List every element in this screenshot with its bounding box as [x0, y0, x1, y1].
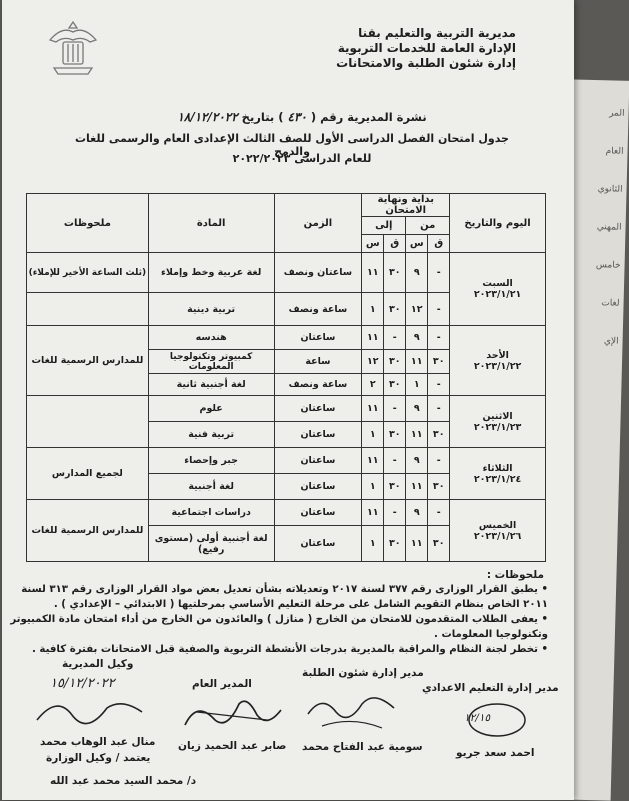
notes-heading: ملحوظات :: [486, 569, 544, 581]
time-cell: -: [428, 326, 450, 350]
time-cell: ٣٠: [384, 350, 406, 374]
document-page: [2, 0, 574, 800]
time-cell: ١: [362, 293, 384, 326]
note-cell: لجميع المدارس: [27, 448, 149, 500]
time-cell: ١١: [362, 448, 384, 474]
time-cell: -: [428, 293, 450, 326]
note-cell: للمدارس الرسمية للغات: [27, 326, 149, 396]
subject-cell: لغة عربية وخط وإملاء: [148, 253, 274, 293]
subject-cell: تربية فنية: [148, 422, 274, 448]
time-cell: ١: [362, 474, 384, 500]
affairs-title: مدير إدارة شئون الطلبة: [302, 667, 424, 679]
time-cell: -: [428, 396, 450, 422]
duration-cell: ساعتان: [274, 422, 362, 448]
time-cell: ١١: [406, 350, 428, 374]
duration-cell: ساعة ونصف: [274, 293, 362, 326]
time-cell: ١١: [406, 422, 428, 448]
org-line: الإدارة العامة للخدمات التربوية: [337, 41, 516, 55]
time-cell: ١١: [362, 396, 384, 422]
duration-cell: ساعتان ونصف: [274, 253, 362, 293]
time-cell: ٣٠: [428, 474, 450, 500]
time-cell: -: [428, 253, 450, 293]
bulletin-label: نشرة المديرية رقم (: [310, 110, 427, 124]
time-cell: ١١: [406, 474, 428, 500]
side-line: الثانوي: [597, 184, 623, 195]
note-cell: (ثلث الساعة الأخير للإملاء): [27, 253, 149, 293]
time-cell: ٣٠: [384, 422, 406, 448]
note-item: • يطبق القرار الوزارى رقم ٣٧٧ لسنة ٢٠١٧ وتعديلاته بشأن تعديل بعض مواد القرار الوزارى رقم ٣١٣ لسنة ٢٠١١ الخاص بنظام التقويم الشامل على مرحلة التعليم الأساسي بمرحلتيها ( الابتدائي – الإعدادي ) .: [21, 584, 548, 610]
day-header: اليوم والتاريخ: [450, 194, 546, 253]
duration-header: الزمن: [274, 194, 362, 253]
to-hour-header: س: [362, 235, 384, 253]
duration-cell: ساعتان: [274, 474, 362, 500]
table-row: [27, 500, 546, 526]
time-cell: ١١: [362, 326, 384, 350]
from-header: من: [406, 217, 450, 235]
note-cell: [27, 396, 149, 448]
time-cell: ١٢: [362, 350, 384, 374]
subject-cell: كمبيوتر وتكنولوجيا المعلومات: [148, 350, 274, 374]
subject-cell: لغة أجنبية ثانية: [148, 374, 274, 396]
from-hour-header: س: [406, 235, 428, 253]
time-cell: -: [384, 326, 406, 350]
time-cell: -: [428, 448, 450, 474]
gm-title: المدير العام: [192, 678, 252, 690]
side-line: المهني: [596, 222, 622, 233]
day-date: ٢٠٢٣/١/٢٢: [473, 360, 522, 372]
duration-cell: ساعة ونصف: [274, 374, 362, 396]
bulletin-date: ١٨/١٢/٢٠٢٢: [177, 110, 238, 124]
duration-cell: ساعتان: [274, 326, 362, 350]
time-cell: ٣٠: [384, 253, 406, 293]
time-cell: -: [428, 500, 450, 526]
exam-time-header: بداية ونهاية الامتحان: [362, 194, 450, 217]
time-cell: -: [428, 374, 450, 396]
time-cell: ٩: [406, 253, 428, 293]
note-cell: [27, 293, 149, 326]
duration-cell: ساعتان: [274, 526, 362, 562]
gm-name: صابر عبد الحميد زيان: [178, 740, 287, 752]
subject-cell: لغة أجنبية: [148, 474, 274, 500]
prep-name: احمد سعد جريو: [456, 747, 535, 759]
subject-cell: جبر وإحصاء: [148, 448, 274, 474]
from-min-header: ق: [428, 235, 450, 253]
day-cell: [450, 448, 546, 500]
time-cell: ٣٠: [428, 526, 450, 562]
duration-cell: ساعتان: [274, 396, 362, 422]
time-cell: ٢: [362, 374, 384, 396]
subject-cell: علوم: [148, 396, 274, 422]
bulletin-number: ٤٣٠: [287, 110, 307, 124]
time-cell: ١٢: [406, 293, 428, 326]
time-cell: ٣٠: [384, 374, 406, 396]
side-line: العام: [605, 146, 624, 157]
day-date: ٢٠٢٣/١/٢٤: [473, 473, 522, 485]
time-cell: ١: [362, 422, 384, 448]
org-line: مديرية التربية والتعليم بقنا: [358, 26, 516, 40]
table-row: [27, 253, 546, 293]
time-cell: ٣٠: [428, 350, 450, 374]
to-min-header: ق: [384, 235, 406, 253]
day-name: الاثنين: [482, 410, 513, 422]
exam-schedule-table: [26, 193, 546, 562]
note-item: • يعفى الطلاب المتقدمون للامتحان من الخارج ( منازل ) والعائدون من الخارج من أداء امتحان مادة الكمبيوتر وتكنولوجيا المعلومات .: [10, 614, 548, 640]
day-name: الخميس: [478, 519, 517, 531]
deputy-name: منال عبد الوهاب محمد: [40, 736, 156, 748]
prep-date: ١٢/١٥: [464, 712, 491, 724]
table-row: [27, 448, 546, 474]
note-item: • تخطر لجنة النظام والمراقبة بالمديرية بدرجات الأنشطة التربوية والصفية قبل الامتحانات بفترة كافية .: [31, 644, 548, 655]
day-name: الأحد: [486, 349, 509, 361]
bulletin-date-label: ) بتاريخ: [241, 110, 284, 124]
minister-name: د/ محمد السيد محمد عبد الله: [50, 775, 197, 787]
time-cell: -: [384, 448, 406, 474]
day-cell: [450, 253, 546, 326]
gm-signature-icon: [177, 690, 287, 735]
to-header: إلى: [362, 217, 406, 235]
time-cell: ١١: [406, 526, 428, 562]
side-line: المر: [609, 108, 625, 119]
prep-signature-icon: [457, 696, 537, 746]
time-cell: -: [384, 500, 406, 526]
deputy-title: وكيل المديرية: [62, 658, 134, 670]
time-cell: ٩: [406, 326, 428, 350]
subject-cell: دراسات اجتماعية: [148, 500, 274, 526]
day-name: السبت: [482, 278, 513, 289]
prep-title: مدير إدارة التعليم الاعدادي: [422, 682, 559, 694]
affairs-name: سومية عبد الفتاح محمد: [302, 741, 423, 753]
time-cell: ٩: [406, 500, 428, 526]
time-cell: ٩: [406, 396, 428, 422]
day-date: ٢٠٢٣/١/٢١: [473, 289, 522, 300]
time-cell: ٣٠: [384, 474, 406, 500]
time-cell: ١: [406, 374, 428, 396]
bulletin-line: [152, 110, 452, 124]
org-line: إدارة شئون الطلبة والامتحانات: [336, 56, 516, 70]
subject-cell: تربية دينية: [148, 293, 274, 326]
subject-cell: هندسه: [148, 326, 274, 350]
eagle-emblem-icon: [44, 18, 102, 80]
time-cell: ٩: [406, 448, 428, 474]
time-cell: ٣٠: [384, 526, 406, 562]
time-cell: ١١: [362, 500, 384, 526]
schedule-title: جدول امتحان الفصل الدراسى الأول للصف الثالث الإعدادى العام والرسمى للغات والدمج: [74, 132, 509, 158]
day-cell: [450, 396, 546, 448]
organization-header: [336, 26, 516, 71]
day-name: الثلاثاء: [482, 462, 513, 474]
academic-year: للعام الدراسى ٢٠٢٢/٢٠٢٣: [232, 152, 372, 165]
time-cell: ١١: [362, 253, 384, 293]
day-date: ٢٠٢٣/١/٢٣: [473, 421, 522, 433]
time-cell: ١: [362, 526, 384, 562]
subject-cell: لغة أجنبية أولى (مستوى رفيع): [148, 526, 274, 562]
deputy-date: ١٥/١٢/٢٠٢٢: [50, 676, 115, 691]
duration-cell: ساعتان: [274, 500, 362, 526]
time-cell: ٣٠: [384, 293, 406, 326]
deputy-approval: يعتمد / وكيل الوزارة: [46, 752, 151, 764]
duration-cell: ساعتان: [274, 448, 362, 474]
note-cell: للمدارس الرسمية للغات: [27, 500, 149, 562]
subject-header: المادة: [148, 194, 274, 253]
day-date: ٢٠٢٣/١/٢٦: [473, 530, 522, 542]
side-line: لغات: [601, 298, 620, 309]
table-row: [27, 326, 546, 350]
time-cell: ٣٠: [428, 422, 450, 448]
duration-cell: ساعة: [274, 350, 362, 374]
notes-list: [8, 582, 548, 657]
notes-header: ملحوظات: [27, 194, 149, 253]
table-row: [27, 396, 546, 422]
side-line: خامس: [595, 260, 621, 271]
time-cell: -: [384, 396, 406, 422]
side-line: الإي: [603, 336, 619, 347]
day-cell: [450, 326, 546, 396]
affairs-signature-icon: [302, 686, 402, 736]
deputy-signature-icon: [32, 690, 152, 730]
day-cell: [450, 500, 546, 562]
